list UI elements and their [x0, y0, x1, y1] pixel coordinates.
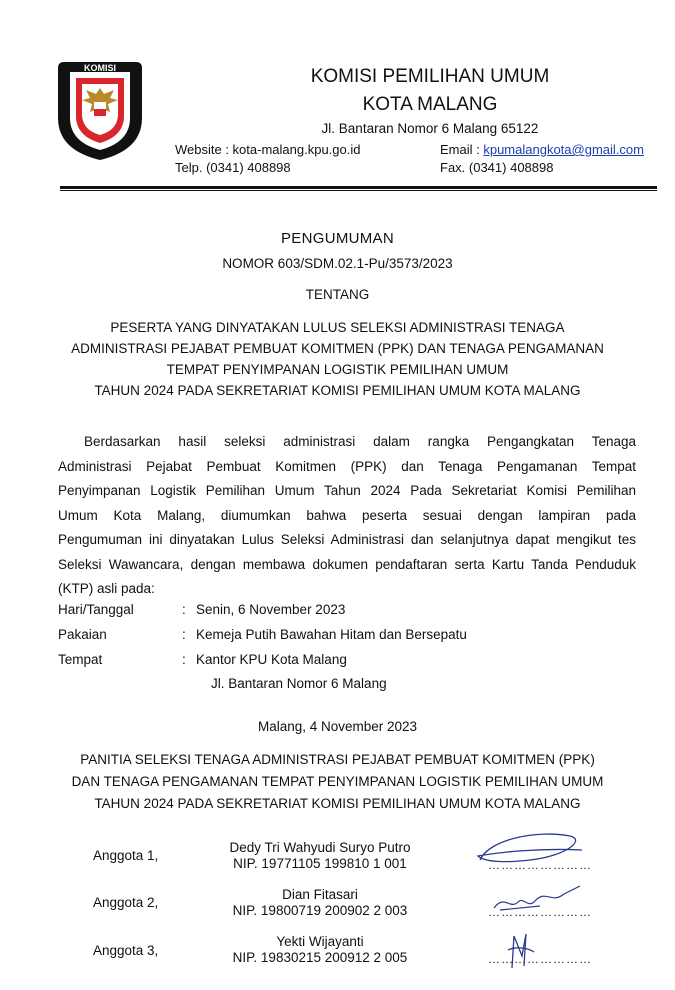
- member-name: Dedy Tri Wahyudi Suryo Putro: [229, 840, 411, 855]
- telp: Telp. (0341) 408898: [175, 160, 291, 175]
- subject-line: TAHUN 2024 PADA SEKRETARIAT KOMISI PEMILIHAN UMUM KOTA MALANG: [94, 383, 581, 398]
- member-name: Dian Fitasari: [282, 887, 358, 902]
- detail-colon: :: [182, 652, 186, 667]
- detail-value-date: Senin, 6 November 2023: [196, 602, 346, 617]
- member-nip: NIP. 19830215 200912 2 005: [232, 950, 408, 965]
- body-line: Seleksi Wawancara, dengan membawa dokumen pendaftaran serta Kartu Tanda Penduduk: [58, 556, 636, 572]
- org-address: Jl. Bantaran Nomor 6 Malang 65122: [321, 121, 539, 136]
- signature-3: [500, 928, 540, 974]
- email-line: [440, 142, 644, 157]
- detail-value-place: Kantor KPU Kota Malang: [196, 652, 347, 667]
- member-name: Yekti Wijayanti: [276, 934, 364, 949]
- member-nip: NIP. 19800719 200902 2 003: [232, 903, 408, 918]
- header-rule: [60, 186, 657, 189]
- member-1: [200, 840, 440, 872]
- body-line: Pengumuman ini dinyatakan Lulus Seleksi Administrasi dan selanjutnya dapat mengikut tes: [58, 532, 636, 547]
- signature-1: [470, 826, 590, 872]
- email-link[interactable]: kpumalangkota@gmail.com: [483, 142, 644, 157]
- detail-colon: :: [182, 602, 186, 617]
- detail-label-date: Hari/Tanggal: [58, 602, 134, 617]
- subject-line: TEMPAT PENYIMPANAN LOGISTIK PEMILIHAN UMUM: [166, 362, 509, 377]
- member-3: [200, 934, 440, 966]
- body-line: Administrasi Pejabat Pembuat Komitmen (PPK) dan Tenaga Pengamanan Tempat: [58, 458, 636, 474]
- committee-line: TAHUN 2024 PADA SEKRETARIAT KOMISI PEMILIHAN UMUM KOTA MALANG: [94, 796, 581, 811]
- kpu-logo: [56, 58, 144, 162]
- committee-line: PANITIA SELEKSI TENAGA ADMINISTRASI PEJABAT PEMBUAT KOMITMEN (PPK): [80, 752, 595, 767]
- body-line: Berdasarkan hasil seleksi administrasi dalam rangka Pengangkatan Tenaga: [84, 434, 636, 449]
- member-role: Anggota 1,: [93, 848, 159, 863]
- subject-line: PESERTA YANG DINYATAKAN LULUS SELEKSI ADMINISTRASI TENAGA: [110, 320, 565, 335]
- doc-date: Malang, 4 November 2023: [257, 719, 418, 734]
- body-line: (KTP) asli pada:: [58, 581, 155, 596]
- body-line: Penyimpanan Logistik Pemilihan Umum Tahun 2024 Pada Sekretariat Komisi Pemilihan: [58, 483, 636, 498]
- body-paragraph: [58, 430, 636, 602]
- org-name: KOMISI PEMILIHAN UMUM: [310, 66, 550, 87]
- signature-2: [480, 880, 590, 920]
- detail-colon: :: [182, 627, 186, 642]
- member-role: Anggota 2,: [93, 895, 159, 910]
- header-rule-thin: [60, 190, 657, 191]
- detail-label-dress: Pakaian: [58, 627, 107, 642]
- detail-label-place: Tempat: [58, 652, 103, 667]
- doc-title: PENGUMUMAN: [280, 230, 394, 247]
- svg-text:KOMISI: KOMISI: [83, 63, 117, 73]
- signature-line: ……………………: [488, 858, 592, 872]
- doc-number: NOMOR 603/SDM.02.1-Pu/3573/2023: [222, 256, 453, 271]
- doc-tentang: TENTANG: [305, 287, 370, 302]
- body-line: Umum Kota Malang, diumumkan bahwa peserta sesuai dengan lampiran pada: [58, 507, 636, 523]
- member-2: [200, 887, 440, 919]
- signature-line: ……………………: [488, 952, 592, 966]
- committee-title: [0, 749, 675, 815]
- member-nip: NIP. 19771105 199810 1 001: [233, 856, 407, 871]
- detail-value-dress: Kemeja Putih Bawahan Hitam dan Bersepatu: [196, 627, 467, 642]
- signature-line: ……………………: [488, 905, 592, 919]
- subject-line: ADMINISTRASI PEJABAT PEMBUAT KOMITMEN (PPK) DAN TENAGA PENGAMANAN: [71, 341, 604, 356]
- website: Website : kota-malang.kpu.go.id: [175, 142, 361, 157]
- org-city: KOTA MALANG: [362, 94, 498, 115]
- email-label: Email :: [440, 142, 484, 157]
- doc-subject: [0, 317, 675, 401]
- member-role: Anggota 3,: [93, 943, 159, 958]
- fax: Fax. (0341) 408898: [440, 160, 554, 175]
- detail-value-place-address: Jl. Bantaran Nomor 6 Malang: [211, 676, 387, 691]
- committee-line: DAN TENAGA PENGAMANAN TEMPAT PENYIMPANAN LOGISTIK PEMILIHAN UMUM: [71, 774, 604, 789]
